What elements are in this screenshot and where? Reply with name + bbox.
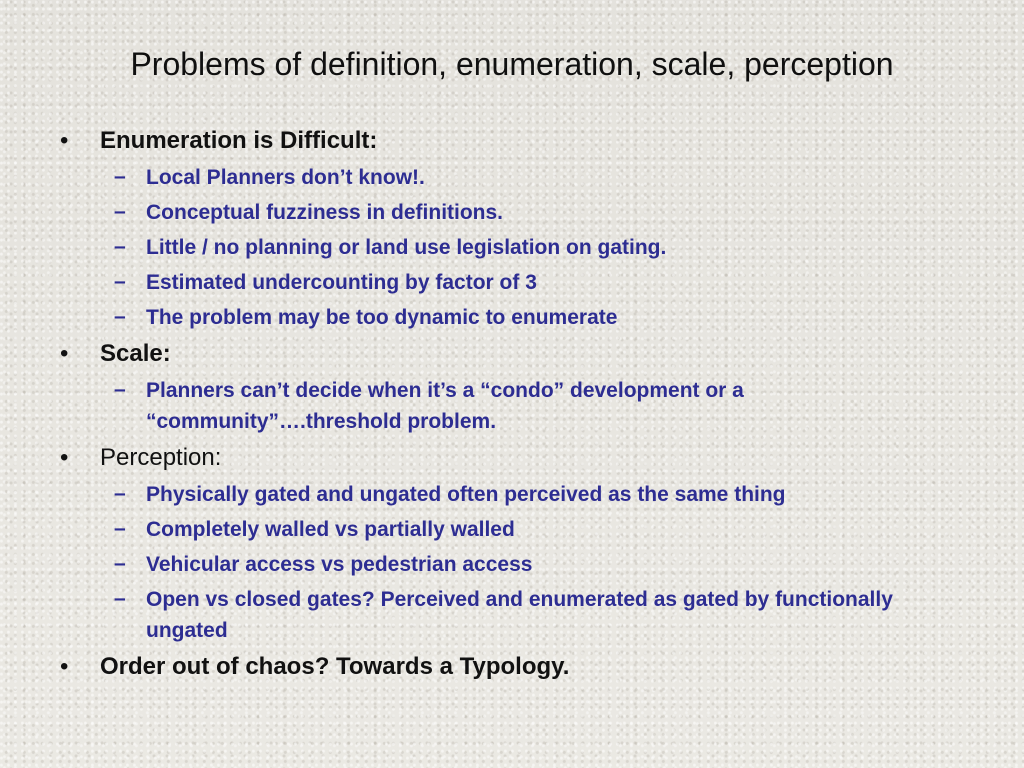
bullet-icon: • — [60, 653, 69, 680]
sub-item-text: Physically gated and ungated often perceived as the same thing — [146, 483, 786, 506]
bullet-label: Order out of chaos? Towards a Typology. — [100, 653, 570, 680]
dash-icon: – — [114, 378, 126, 401]
slide-title: Problems of definition, enumeration, scale, perception — [130, 46, 894, 82]
sub-item-text: Local Planners don’t know!. — [146, 166, 425, 189]
sub-item — [114, 302, 978, 333]
sub-item — [114, 162, 978, 193]
bullet-item — [58, 650, 978, 684]
sub-item-text: Completely walled vs partially walled — [146, 518, 515, 541]
sub-item — [114, 549, 978, 580]
dash-icon: – — [114, 305, 126, 328]
bullet-group-enumeration — [58, 124, 978, 333]
bullet-item — [58, 124, 978, 158]
slide-content — [58, 124, 978, 688]
bullet-label: Scale: — [100, 340, 171, 367]
bullet-icon: • — [60, 444, 69, 471]
sub-item — [114, 267, 978, 298]
dash-icon: – — [114, 482, 126, 505]
sub-list — [58, 479, 978, 646]
dash-icon: – — [114, 552, 126, 575]
sub-item-text: Conceptual fuzziness in definitions. — [146, 201, 504, 224]
bullet-group-scale — [58, 337, 978, 437]
sub-item-text: Vehicular access vs pedestrian access — [146, 553, 533, 576]
dash-icon: – — [114, 587, 126, 610]
dash-icon: – — [114, 517, 126, 540]
sub-item-text: Planners can’t decide when it’s a “condo” development or a “community”….threshold problem. — [146, 379, 744, 433]
bullet-label: Perception: — [100, 444, 222, 471]
bullet-label: Enumeration is Difficult: — [100, 127, 378, 154]
bullet-icon: • — [60, 127, 69, 154]
bullet-item — [58, 441, 978, 475]
sub-item-text: Little / no planning or land use legislation on gating. — [146, 236, 667, 259]
sub-item — [114, 375, 978, 437]
dash-icon: – — [114, 235, 126, 258]
bullet-item — [58, 337, 978, 371]
sub-item — [114, 514, 978, 545]
sub-item-text: Open vs closed gates? Perceived and enumerated as gated by functionally ungated — [146, 588, 893, 642]
sub-item-text: The problem may be too dynamic to enumerate — [146, 306, 618, 329]
sub-item — [114, 584, 978, 646]
dash-icon: – — [114, 270, 126, 293]
sub-item — [114, 197, 978, 228]
sub-item — [114, 479, 978, 510]
bullet-icon: • — [60, 340, 69, 367]
bullet-group-typology — [58, 650, 978, 684]
sub-item-text: Estimated undercounting by factor of 3 — [146, 271, 537, 294]
sub-list — [58, 375, 978, 437]
sub-list — [58, 162, 978, 333]
bullet-group-perception — [58, 441, 978, 646]
sub-item — [114, 232, 978, 263]
dash-icon: – — [114, 200, 126, 223]
dash-icon: – — [114, 165, 126, 188]
